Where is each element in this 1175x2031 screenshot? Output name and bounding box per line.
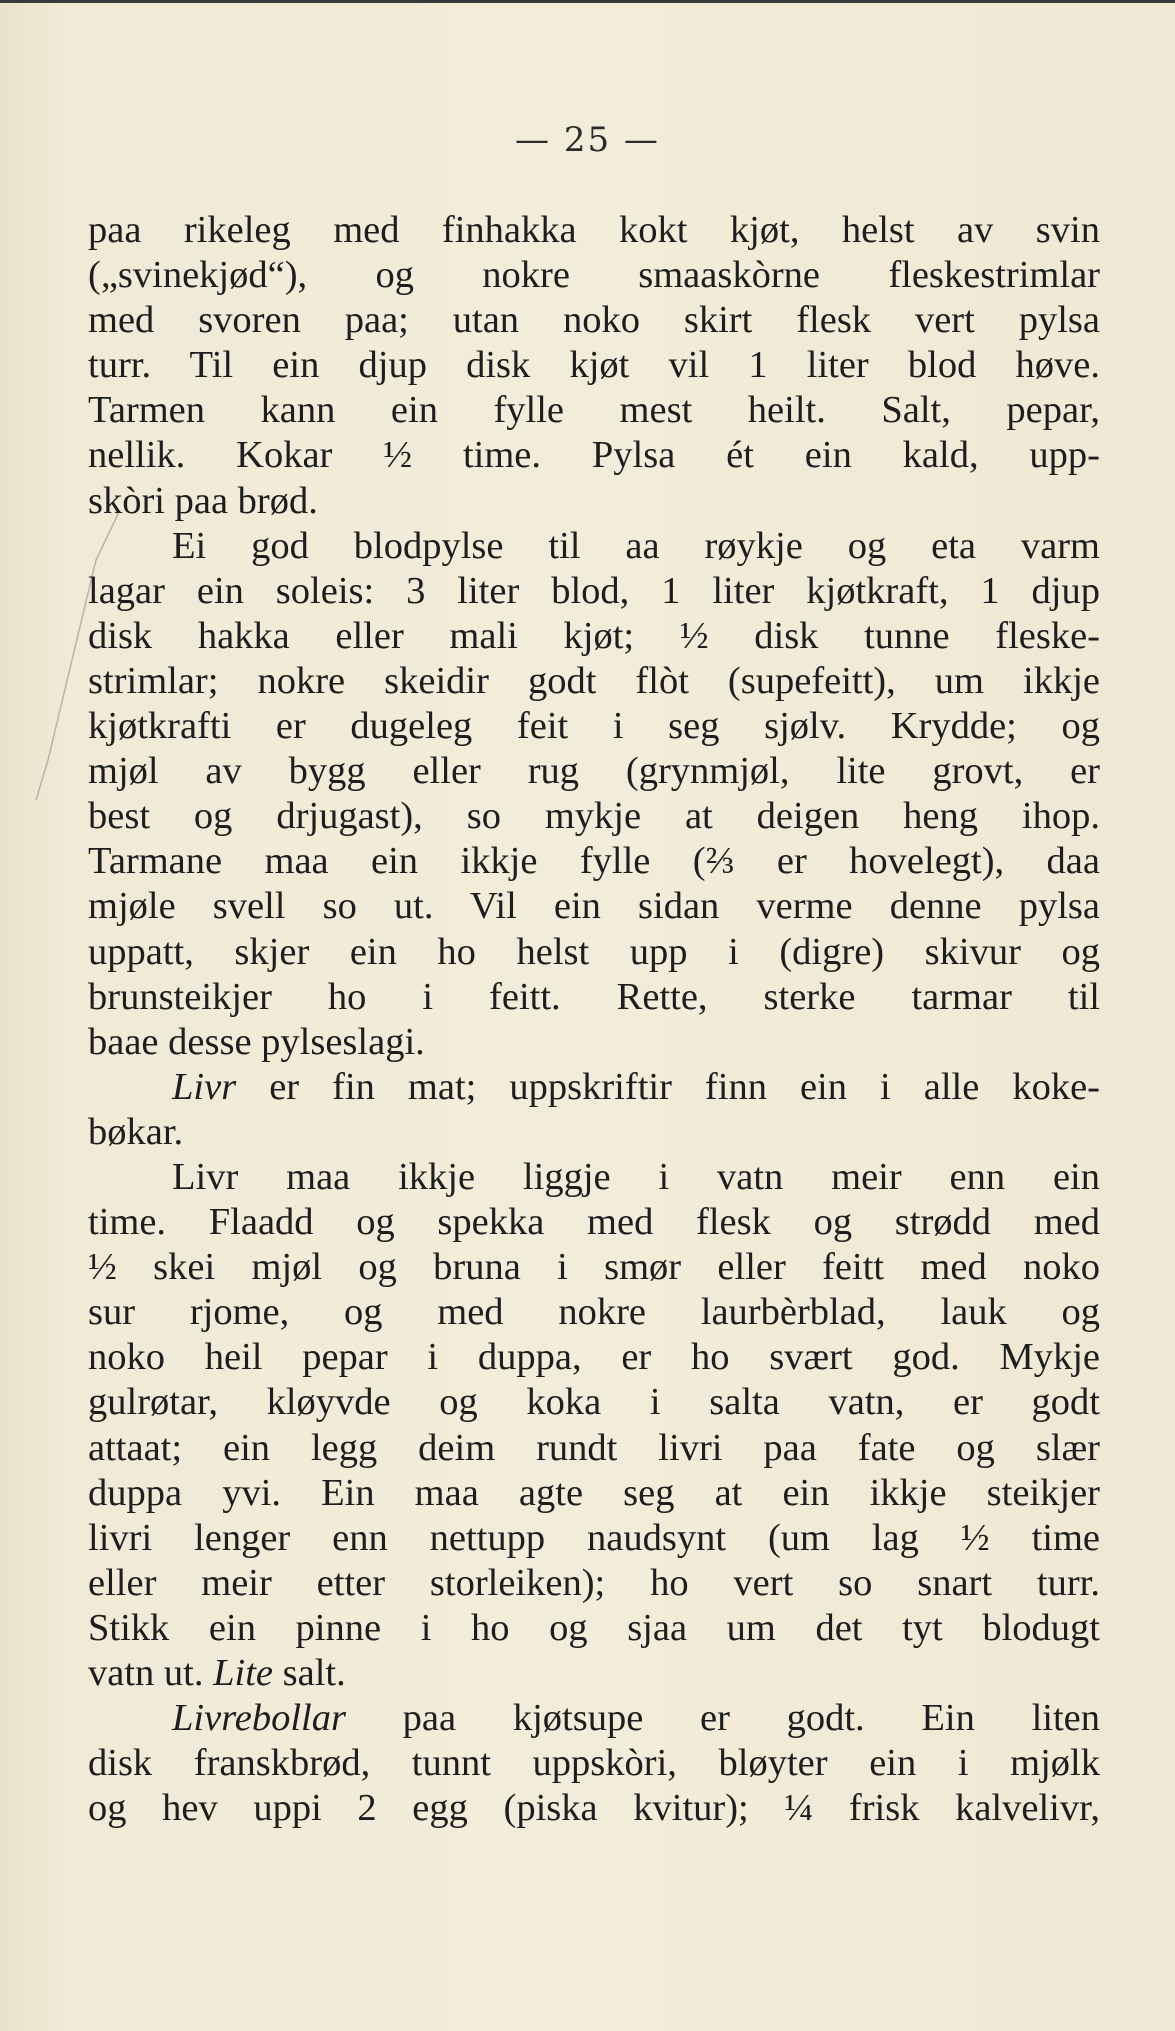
text-line: eller meir etter storleiken); ho vert so snart turr. [88, 1561, 1100, 1604]
text-line: mjøl av bygg eller rug (grynmjøl, lite grovt, er [88, 750, 1100, 793]
text-line: lagar ein soleis: 3 liter blod, 1 liter kjøtkraft, 1 djup [88, 569, 1100, 612]
text-line: Tarmen kann ein fylle mest heilt. Salt, pepar, [88, 389, 1100, 432]
text-line [88, 1651, 1100, 1696]
text-run: salt. [273, 1652, 346, 1694]
text-line: med svoren paa; utan noko skirt flesk vert pylsa [88, 299, 1100, 342]
italic-term: Livr [172, 1065, 237, 1108]
page-top-edge [0, 0, 1175, 3]
text-line: baae desse pylseslagi. [88, 1020, 425, 1063]
text-line: skòri paa brød. [88, 479, 318, 522]
text-line: kjøtkrafti er dugeleg feit i seg sjølv. Krydde; og [88, 705, 1100, 748]
text-line: mjøle svell so ut. Vil ein sidan verme denne pylsa [88, 885, 1100, 928]
page-number: — 25 — [515, 120, 660, 160]
text-line: gulrøtar, kløyvde og koka i salta vatn, er godt [88, 1381, 1100, 1424]
text-line: („svinekjød“), og nokre smaaskòrne fleskestrimlar [88, 254, 1100, 297]
text-line: ½ skei mjøl og bruna i smør eller feitt med noko [88, 1246, 1100, 1289]
italic-term: Livrebollar [172, 1697, 346, 1740]
body-text [88, 208, 1100, 1831]
text-line [88, 1696, 1100, 1741]
text-line: uppatt, skjer ein ho helst upp i (digre) skivur og [88, 930, 1100, 973]
text-line [88, 1065, 1100, 1110]
text-line: Livr maa ikkje liggje i vatn meir enn ein [172, 1155, 1100, 1198]
text-line: og hev uppi 2 egg (piska kvitur); ¼ frisk kalvelivr, [88, 1787, 1100, 1830]
text-line: Tarmane maa ein ikkje fylle (⅔ er hovelegt), daa [88, 840, 1100, 883]
text-line: livri lenger enn nettupp naudsynt (um lag ½ time [88, 1516, 1100, 1559]
italic-term: Lite [213, 1652, 274, 1694]
text-line: paa rikeleg med finhakka kokt kjøt, helst av svin [88, 209, 1100, 251]
text-run: vatn ut. [88, 1652, 204, 1694]
text-line: disk hakka eller mali kjøt; ½ disk tunne fleske- [88, 614, 1100, 657]
text-line: Ei god blodpylse til aa røykje og eta varm [172, 524, 1100, 567]
text-line: bøkar. [88, 1110, 184, 1153]
text-line: disk franskbrød, tunnt uppskòri, bløyter ein i mjølk [88, 1742, 1100, 1785]
text-line: sur rjome, og med nokre laurbèrblad, lauk og [88, 1291, 1100, 1334]
text-line: Stikk ein pinne i ho og sjaa um det tyt blodugt [88, 1606, 1100, 1649]
text-line: brunsteikjer ho i feitt. Rette, sterke tarmar til [88, 975, 1100, 1018]
text-line: duppa yvi. Ein maa agte seg at ein ikkje steikjer [88, 1471, 1100, 1514]
text-line: strimlar; nokre skeidir godt flòt (supefeitt), um ikkje [88, 659, 1100, 702]
text-line: turr. Til ein djup disk kjøt vil 1 liter blod høve. [88, 344, 1100, 387]
text-line: time. Flaadd og spekka med flesk og strødd med [88, 1201, 1100, 1244]
text-run: er fin mat; uppskriftir finn ein i alle koke- [236, 1065, 1100, 1108]
text-line: noko heil pepar i duppa, er ho svært god. Mykje [88, 1336, 1100, 1379]
text-line: attaat; ein legg deim rundt livri paa fate og slær [88, 1426, 1100, 1469]
text-line: best og drjugast), so mykje at deigen heng ihop. [88, 795, 1100, 838]
text-line: nellik. Kokar ½ time. Pylsa ét ein kald, upp- [88, 434, 1100, 477]
text-run: paa kjøtsupe er godt. Ein liten [345, 1697, 1100, 1740]
